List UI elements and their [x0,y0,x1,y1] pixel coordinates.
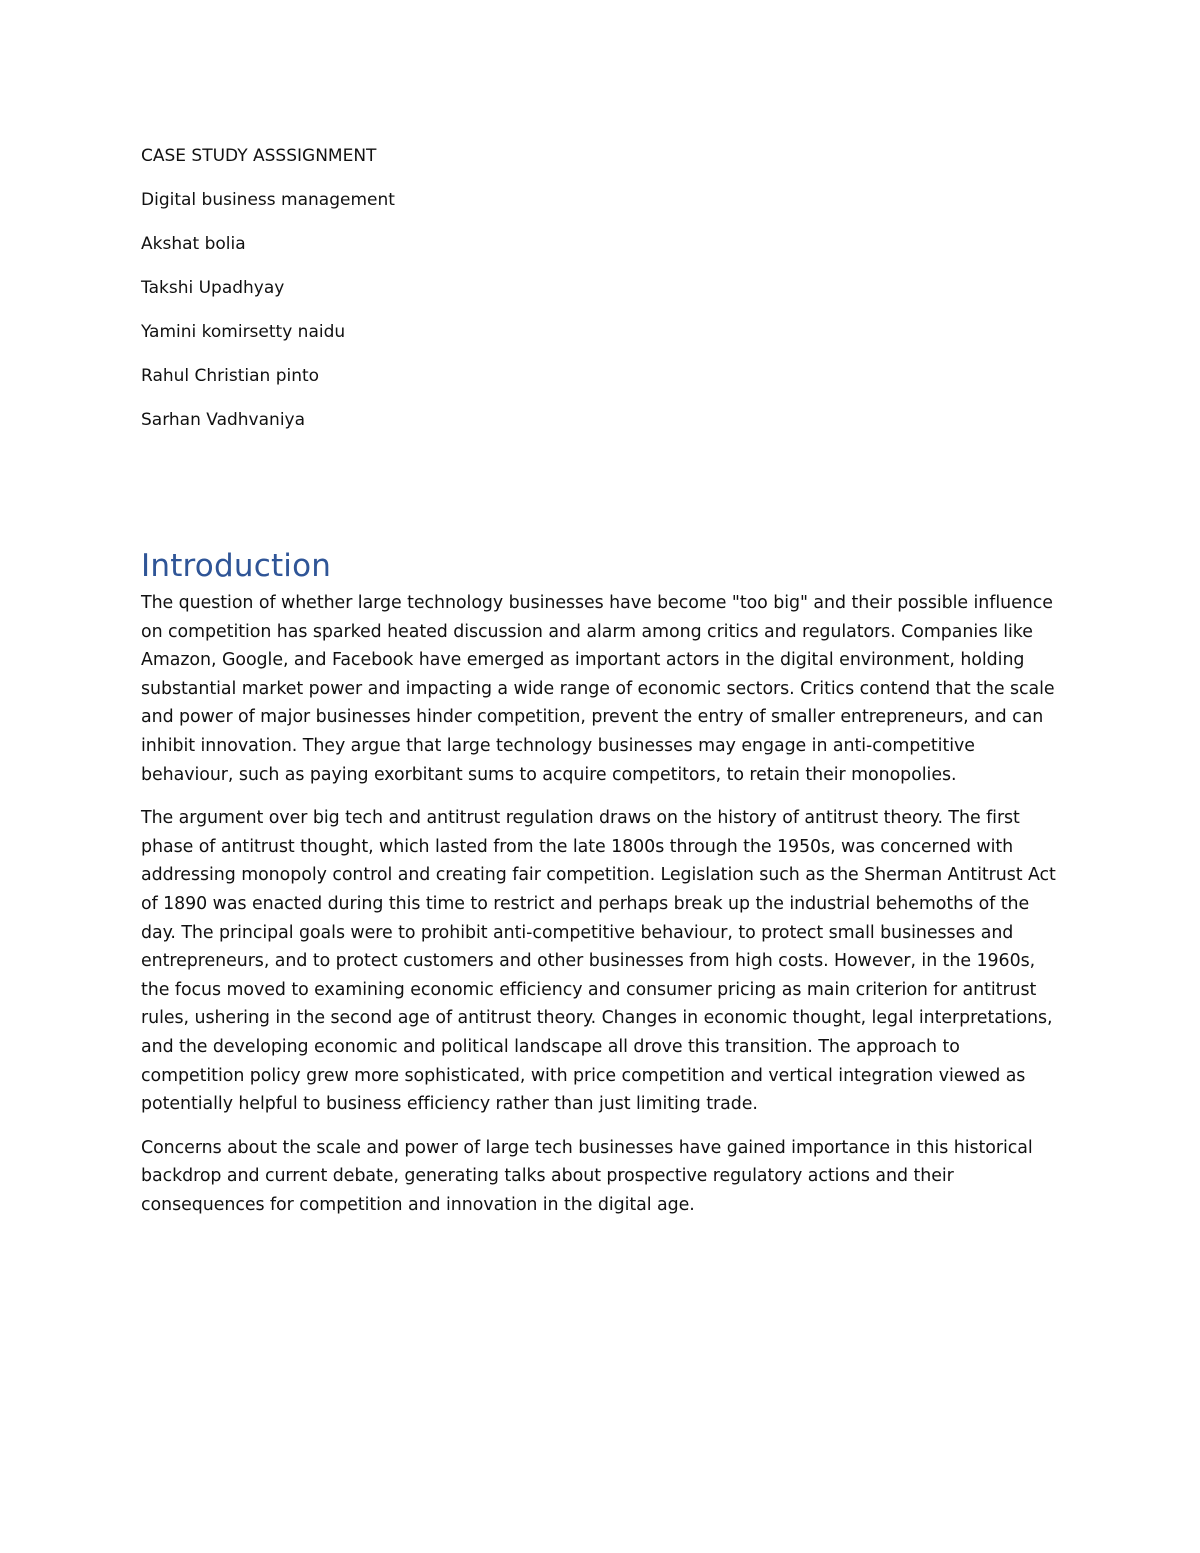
introduction-section [141,543,1067,1234]
body-paragraph: The argument over big tech and antitrust regulation draws on the history of antitrust theory. The first phase of antitrust thought, which lasted from the late 1800s through the 1950s, was concerned with addressing monopoly control and creating fair competition. Legislation such as the Sherman Antitrust Act of 1890 was enacted during this time to restrict and perhaps break up the industrial behemoths of the day. The principal goals were to prohibit anti-competitive behaviour, to protect small businesses and entrepreneurs, and to protect customers and other businesses from high costs. However, in the 1960s, the focus moved to examining economic efficiency and consumer pricing as main criterion for antitrust rules, ushering in the second age of antitrust theory. Changes in economic thought, legal interpretations, and the developing economic and political landscape all drove this transition. The approach to competition policy grew more sophisticated, with price competition and vertical integration viewed as potentially helpful to business efficiency rather than just limiting trade. [141,808,1056,1115]
course-name: Digital business management [141,190,395,210]
title-block [141,143,1061,451]
author-name: Akshat bolia [141,234,246,254]
author-name: Takshi Upadhyay [141,278,285,298]
author-name: Rahul Christian pinto [141,366,320,386]
author-name: Yamini komirsetty naidu [141,322,346,342]
author-name: Sarhan Vadhvaniya [141,410,306,430]
assignment-title: CASE STUDY ASSSIGNMENT [141,146,377,166]
section-heading: Introduction [141,548,332,584]
body-paragraph: The question of whether large technology businesses have become "too big" and their possible influence on competition has sparked heated discussion and alarm among critics and regulators. Companies like Amazon, Google, and Facebook have emerged as important actors in the digital environment, holding substantial market power and impacting a wide range of economic sectors. Critics contend that the scale and power of major businesses hinder competition, prevent the entry of smaller entrepreneurs, and can inhibit innovation. They argue that large technology businesses may engage in anti-competitive behaviour, such as paying exorbitant sums to acquire competitors, to retain their monopolies. [141,593,1055,785]
body-paragraph: Concerns about the scale and power of large tech businesses have gained importance in this historical backdrop and current debate, generating talks about prospective regulatory actions and their consequences for competition and innovation in the digital age. [141,1137,1033,1215]
